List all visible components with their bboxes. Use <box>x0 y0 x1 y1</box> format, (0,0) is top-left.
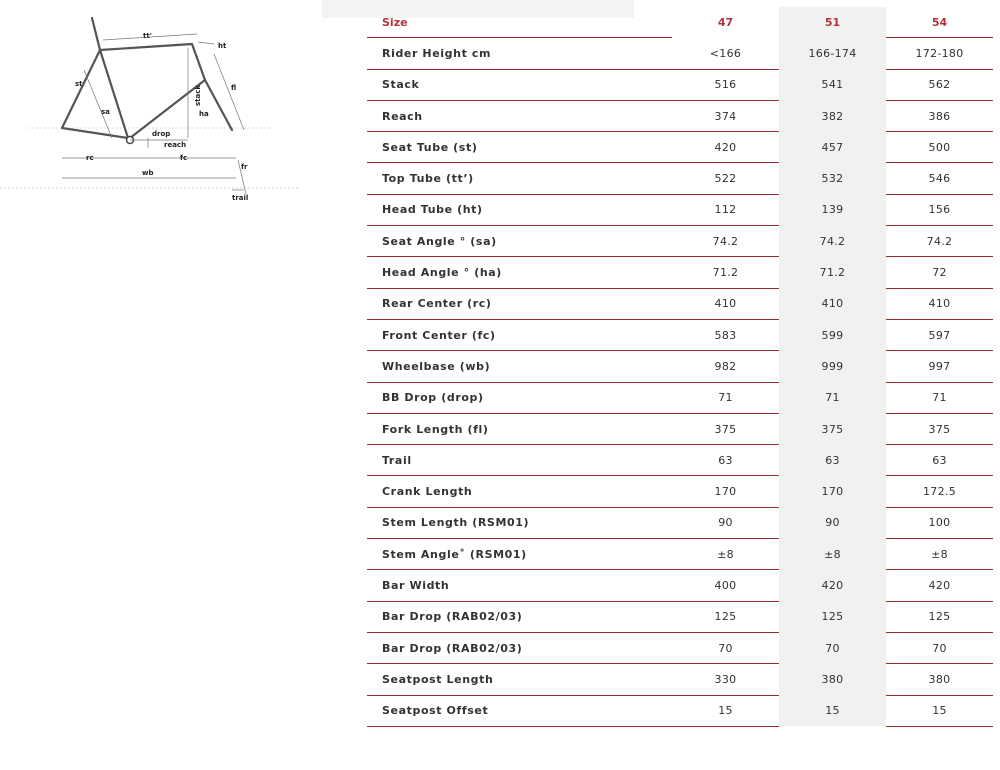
cell-size-54: 420 <box>886 570 993 601</box>
row-label: Bar Width <box>367 570 672 601</box>
row-label: Stem Angle˚ (RSM01) <box>367 539 672 570</box>
cell-size-51: 382 <box>779 100 886 131</box>
rear-triangle-path <box>62 50 128 138</box>
row-label: Bar Drop (RAB02/03) <box>367 632 672 663</box>
cell-size-47: 982 <box>672 351 779 382</box>
diagram-label-reach: reach <box>164 141 187 149</box>
diagram-label-wb: wb <box>142 169 154 177</box>
cell-size-47: ±8 <box>672 539 779 570</box>
cell-size-54: ±8 <box>886 539 993 570</box>
row-label: Seatpost Length <box>367 664 672 695</box>
table-row <box>367 100 993 131</box>
table-header-row <box>367 7 993 38</box>
row-label: Top Tube (tt’) <box>367 163 672 194</box>
cell-size-51: 999 <box>779 351 886 382</box>
cell-size-51: 139 <box>779 194 886 225</box>
table-row <box>367 601 993 632</box>
cell-size-54: 125 <box>886 601 993 632</box>
header-size-label: Size <box>367 7 672 38</box>
row-label: Stack <box>367 69 672 100</box>
cell-size-51: 170 <box>779 476 886 507</box>
table-row <box>367 226 993 257</box>
cell-size-47: 90 <box>672 507 779 538</box>
row-label: Rear Center (rc) <box>367 288 672 319</box>
cell-size-54: 546 <box>886 163 993 194</box>
cell-size-54: 15 <box>886 695 993 726</box>
table-row <box>367 476 993 507</box>
row-label: Trail <box>367 445 672 476</box>
table-row <box>367 288 993 319</box>
geometry-table-body <box>367 38 993 727</box>
row-label: Front Center (fc) <box>367 319 672 350</box>
row-label: Reach <box>367 100 672 131</box>
row-label: Crank Length <box>367 476 672 507</box>
cell-size-51: ±8 <box>779 539 886 570</box>
cell-size-51: 380 <box>779 664 886 695</box>
cell-size-51: 15 <box>779 695 886 726</box>
table-row <box>367 163 993 194</box>
cell-size-47: 74.2 <box>672 226 779 257</box>
table-row <box>367 695 993 726</box>
cell-size-54: 71 <box>886 382 993 413</box>
table-row <box>367 194 993 225</box>
cell-size-47: 516 <box>672 69 779 100</box>
table-row <box>367 570 993 601</box>
diagram-label-st: st <box>75 80 83 88</box>
diagram-label-sa: sa <box>101 108 110 116</box>
table-row <box>367 507 993 538</box>
diagram-label-fr: fr <box>241 163 248 171</box>
cell-size-54: 375 <box>886 413 993 444</box>
cell-size-54: 74.2 <box>886 226 993 257</box>
cell-size-51: 599 <box>779 319 886 350</box>
cell-size-47: 330 <box>672 664 779 695</box>
table-row <box>367 445 993 476</box>
diagram-label-ht: ht <box>218 42 227 50</box>
cell-size-54: 410 <box>886 288 993 319</box>
cell-size-51: 375 <box>779 413 886 444</box>
row-label: Head Tube (ht) <box>367 194 672 225</box>
cell-size-51: 457 <box>779 132 886 163</box>
cell-size-54: 562 <box>886 69 993 100</box>
cell-size-51: 166-174 <box>779 38 886 69</box>
cell-size-51: 420 <box>779 570 886 601</box>
cell-size-54: 500 <box>886 132 993 163</box>
row-label: BB Drop (drop) <box>367 382 672 413</box>
cell-size-47: 400 <box>672 570 779 601</box>
cell-size-47: 125 <box>672 601 779 632</box>
cell-size-47: 170 <box>672 476 779 507</box>
cell-size-54: 70 <box>886 632 993 663</box>
header-size-51: 51 <box>779 7 886 38</box>
cell-size-54: 597 <box>886 319 993 350</box>
cell-size-54: 100 <box>886 507 993 538</box>
table-row <box>367 38 993 69</box>
frame-geometry-diagram <box>0 10 305 210</box>
row-label: Seatpost Offset <box>367 695 672 726</box>
cell-size-51: 74.2 <box>779 226 886 257</box>
cell-size-47: 374 <box>672 100 779 131</box>
cell-size-54: 386 <box>886 100 993 131</box>
table-row <box>367 664 993 695</box>
cell-size-47: 71.2 <box>672 257 779 288</box>
cell-size-54: 172.5 <box>886 476 993 507</box>
diagram-label-rc: rc <box>86 154 94 162</box>
cell-size-47: 63 <box>672 445 779 476</box>
cell-size-47: 410 <box>672 288 779 319</box>
cell-size-47: 522 <box>672 163 779 194</box>
fork-path <box>205 80 232 130</box>
row-label: Wheelbase (wb) <box>367 351 672 382</box>
cell-size-51: 410 <box>779 288 886 319</box>
cell-size-54: 380 <box>886 664 993 695</box>
row-label: Bar Drop (RAB02/03) <box>367 601 672 632</box>
cell-size-54: 997 <box>886 351 993 382</box>
cell-size-54: 172-180 <box>886 38 993 69</box>
cell-size-47: 420 <box>672 132 779 163</box>
cell-size-54: 72 <box>886 257 993 288</box>
table-row <box>367 319 993 350</box>
row-label: Rider Height cm <box>367 38 672 69</box>
table-row <box>367 539 993 570</box>
diagram-label-tt: tt' <box>143 32 152 40</box>
diagram-label-ha: ha <box>199 110 209 118</box>
cell-size-51: 63 <box>779 445 886 476</box>
cell-size-47: 583 <box>672 319 779 350</box>
table-row <box>367 351 993 382</box>
row-label: Stem Length (RSM01) <box>367 507 672 538</box>
cell-size-47: 112 <box>672 194 779 225</box>
cell-size-54: 63 <box>886 445 993 476</box>
diagram-label-stack: stack <box>194 84 202 106</box>
cell-size-51: 532 <box>779 163 886 194</box>
table-row <box>367 257 993 288</box>
table-row <box>367 413 993 444</box>
cell-size-47: 15 <box>672 695 779 726</box>
table-row <box>367 69 993 100</box>
diagram-label-trail: trail <box>232 194 249 202</box>
cell-size-47: 375 <box>672 413 779 444</box>
header-size-47: 47 <box>717 15 734 29</box>
table-row <box>367 132 993 163</box>
seat-tube-path <box>92 18 128 138</box>
geometry-table <box>367 7 993 727</box>
row-label: Seat Tube (st) <box>367 132 672 163</box>
header-size-54: 54 <box>886 7 993 38</box>
cell-size-51: 90 <box>779 507 886 538</box>
row-label: Seat Angle ° (sa) <box>367 226 672 257</box>
cell-size-54: 156 <box>886 194 993 225</box>
cell-size-51: 70 <box>779 632 886 663</box>
top-tube-path <box>100 44 205 80</box>
cell-size-51: 71 <box>779 382 886 413</box>
diagram-label-drop: drop <box>152 130 171 138</box>
row-label: Head Angle ° (ha) <box>367 257 672 288</box>
table-row <box>367 382 993 413</box>
cell-size-47: 70 <box>672 632 779 663</box>
cell-size-51: 71.2 <box>779 257 886 288</box>
cell-size-51: 541 <box>779 69 886 100</box>
cell-size-51: 125 <box>779 601 886 632</box>
diagram-label-fc: fc <box>180 154 188 162</box>
table-row <box>367 632 993 663</box>
cell-size-47: <166 <box>672 38 779 69</box>
row-label: Fork Length (fl) <box>367 413 672 444</box>
diagram-label-fl: fl <box>231 84 237 92</box>
cell-size-47: 71 <box>672 382 779 413</box>
